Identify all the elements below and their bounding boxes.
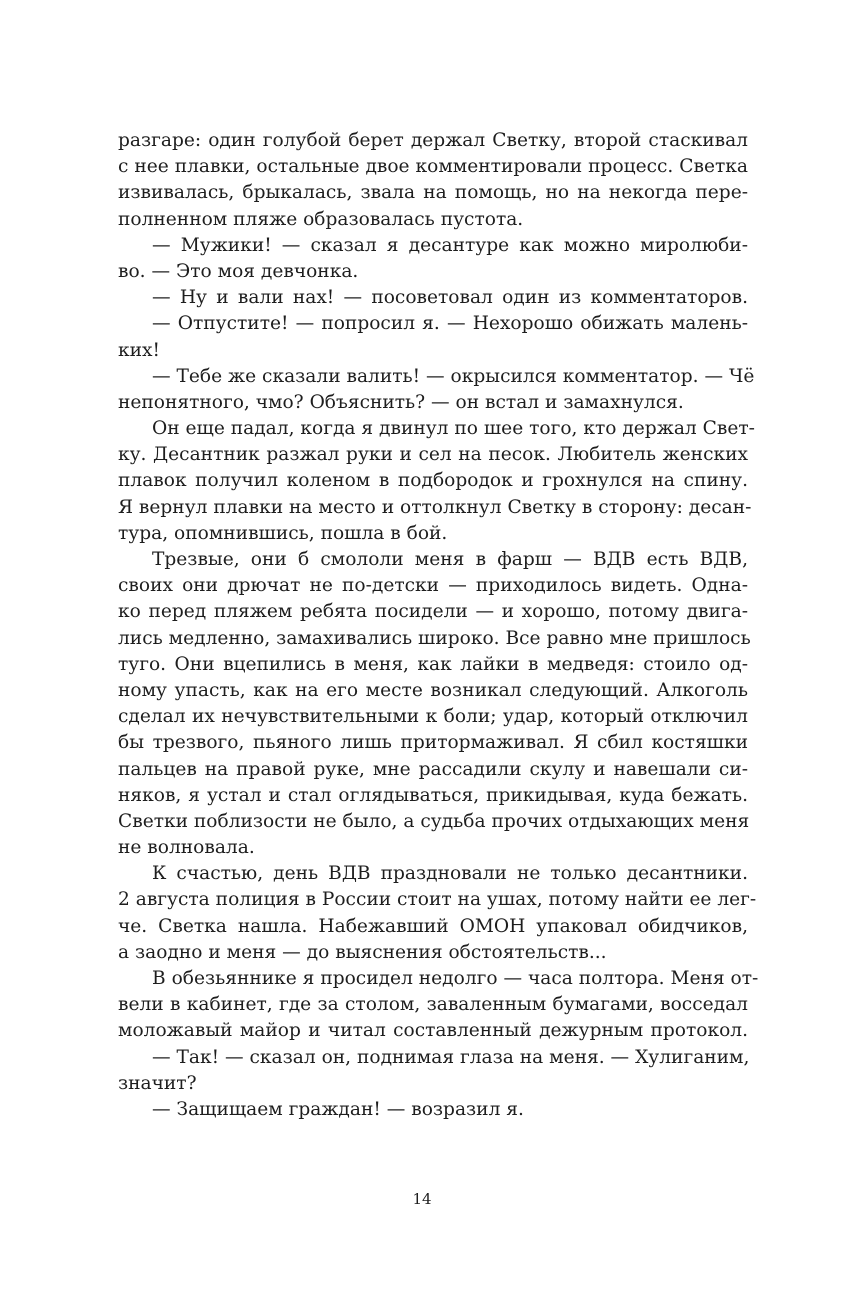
- text-line: ких!: [118, 339, 160, 361]
- text-line: сделал их нечувствительными к боли; удар, который отключил: [118, 706, 748, 728]
- text-line: полненном пляже образовалась пустота.: [118, 208, 524, 230]
- body-text: [118, 128, 759, 1123]
- text-line: своих они дрючат не по-детски — приходилось видеть. Одна-: [118, 575, 748, 597]
- text-line: — Отпустите! — попросил я. — Нехорошо обижать малень-: [152, 313, 748, 335]
- text-line: вели в кабинет, где за столом, заваленным бумагами, восседал: [118, 994, 748, 1016]
- text-line: — Мужики! — сказал я десантуре как можно миролюби-: [152, 234, 748, 256]
- text-line: непонятного, чмо? Объяснить? — он встал и замахнулся.: [118, 391, 684, 413]
- text-line: Я вернул плавки на место и оттолкнул Светку в сторону: десан-: [118, 496, 752, 518]
- text-line: извивалась, брыкалась, звала на помощь, но на некогда пере-: [118, 182, 748, 204]
- text-line: Светки поблизости не было, а судьба прочих отдыхающих меня: [118, 810, 750, 832]
- text-line: — Защищаем граждан! — возразил я.: [152, 1098, 524, 1120]
- text-line: туго. Они вцепились в меня, как лайки в медведя: стоило од-: [118, 653, 748, 675]
- text-line: плавок получил коленом в подбородок и грохнулся на спину.: [118, 470, 748, 492]
- text-line: — Так! — сказал он, поднимая глаза на меня. — Хулиганим,: [152, 1046, 750, 1068]
- text-line: тура, опомнившись, пошла в бой.: [118, 522, 448, 544]
- text-line: Он еще падал, когда я двинул по шее того, кто держал Свет-: [152, 418, 755, 440]
- text-line: — Ну и вали нах! — посоветовал один из комментаторов.: [152, 287, 748, 309]
- text-line: а заодно и меня — до выяснения обстоятельств...: [118, 941, 607, 963]
- text-line: ному упасть, как на его месте возникал следующий. Алкоголь: [118, 679, 748, 701]
- text-line: К счастью, день ВДВ праздновали не только десантники.: [152, 863, 748, 885]
- text-line: разгаре: один голубой берет держал Светку, второй стаскивал: [118, 130, 748, 151]
- text-line: няков, я устал и стал оглядываться, прикидывая, куда бежать.: [118, 784, 748, 806]
- text-line: бы трезвого, пьяного лишь притормаживал. Я сбил костяшки: [118, 732, 748, 754]
- text-line: пальцев на правой руке, мне рассадили скулу и навешали си-: [118, 758, 748, 780]
- text-line: Трезвые, они б смололи меня в фарш — ВДВ есть ВДВ,: [152, 549, 748, 570]
- text-line: с нее плавки, остальные двое комментировали процесс. Светка: [118, 156, 748, 178]
- text-line: моложавый майор и читал составленный дежурным протокол.: [118, 1020, 748, 1042]
- text-line: значит?: [118, 1072, 197, 1094]
- text-line: ку. Десантник разжал руки и сел на песок. Любитель женских: [118, 444, 748, 466]
- text-line: не волновала.: [118, 837, 255, 859]
- page-number: 14: [412, 1190, 432, 1208]
- text-line: че. Светка нашла. Набежавший ОМОН упаковал обидчиков,: [118, 915, 748, 937]
- text-line: во. — Это моя девчонка.: [118, 260, 359, 282]
- text-line: — Тебе же сказали валить! — окрысился комментатор. — Чё: [152, 365, 755, 387]
- text-line: лись медленно, замахивались широко. Все равно мне пришлось: [118, 627, 751, 649]
- text-line: 2 августа полиция в России стоит на ушах, потому найти ее лег-: [118, 889, 757, 911]
- text-line: В обезьяннике я просидел недолго — часа полтора. Меня от-: [152, 968, 759, 989]
- text-line: ко перед пляжем ребята посидели — и хорошо, потому двига-: [118, 601, 748, 623]
